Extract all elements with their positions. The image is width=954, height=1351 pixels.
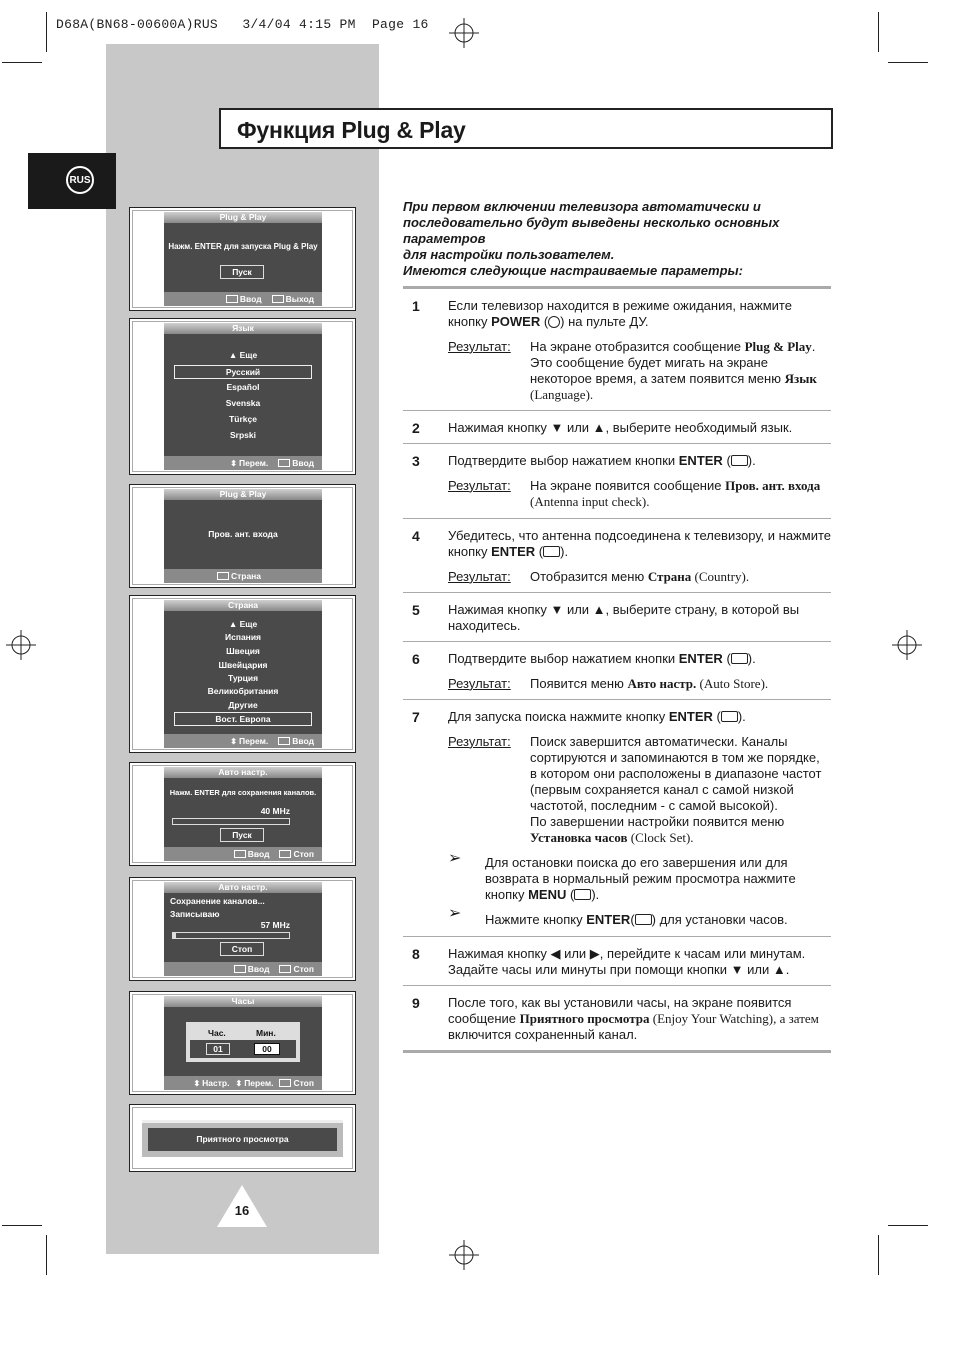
menu-icon: [279, 850, 291, 858]
result-text: [530, 734, 830, 846]
foot-enter: Ввод: [247, 964, 270, 974]
step-line: Нажимая кнопку ▼ или ▲, выберите страну, в которой вы: [448, 602, 800, 617]
osd-message: Нажм. ENTER для запуска Plug & Play: [168, 242, 318, 251]
foot-move: Перем.: [238, 736, 269, 746]
enter-icon: [226, 295, 238, 303]
osd-screen: [164, 323, 322, 470]
result-line: По завершении настройки появится меню: [530, 814, 785, 829]
foot-enter: Ввод: [247, 849, 270, 859]
screen-panel-clock: [129, 991, 356, 1095]
foot-stop: Стоп: [293, 964, 314, 974]
menu-name: Plug & Play: [744, 339, 812, 354]
text: Появится меню: [530, 676, 628, 691]
intro-line: При первом включении телевизора автоматически и: [403, 199, 761, 214]
progress-bar: [172, 818, 290, 825]
step-text: [448, 709, 831, 725]
step-8: [403, 946, 831, 982]
step-number: 1: [412, 298, 420, 314]
step-line: Если телевизор находится в режиме ожидания, нажмите: [448, 298, 792, 313]
text: (: [722, 453, 731, 468]
menu-item: Türkçe: [229, 414, 257, 424]
status-line: Сохранение каналов...: [170, 896, 265, 906]
result-label: Результат:: [448, 339, 511, 354]
screen-panel-auto-store: [129, 762, 356, 866]
foot-stop: Стоп: [293, 849, 314, 859]
osd-title: Язык: [164, 323, 322, 334]
note-line: Для остановки поиска до его завершения или для: [485, 855, 788, 870]
hour-label: Час.: [208, 1028, 226, 1038]
step-text: [448, 651, 831, 667]
foot-enter: Ввод: [292, 458, 314, 468]
text: ).: [747, 453, 756, 468]
step-3: [403, 453, 831, 513]
enter-key-icon: [721, 711, 738, 722]
foot-stop: Стоп: [293, 1078, 314, 1088]
text: ).: [591, 887, 600, 902]
text: кнопку: [485, 887, 529, 902]
menu-name: Авто настр.: [627, 676, 697, 691]
enter-icon: [234, 850, 246, 858]
menu-item: Español: [226, 382, 260, 392]
text: Для запуска поиска нажмите кнопку: [448, 709, 669, 724]
menu-item: Швейцария: [218, 660, 268, 670]
registration-mark-icon: [449, 18, 479, 48]
osd-footer: [164, 569, 322, 583]
osd-screen: [164, 996, 322, 1090]
step-text: [448, 602, 831, 634]
text: кнопку: [448, 544, 492, 559]
osd-footer: [164, 847, 322, 861]
result-label: Результат:: [448, 734, 511, 749]
step-4: [403, 528, 831, 588]
step-line: находитесь.: [448, 618, 521, 633]
key-name: ENTER: [668, 709, 713, 724]
foot-exit: Выход: [285, 294, 314, 304]
text: ).: [747, 651, 756, 666]
page-number: 16: [234, 1203, 250, 1218]
osd-footer: [164, 292, 322, 306]
result-text: [530, 569, 830, 585]
screen-panel-plug-play: [129, 207, 356, 311]
clock-box: [186, 1022, 300, 1062]
intro-line: Имеются следующие настраиваемые параметры:: [403, 263, 743, 278]
step-text: [448, 453, 831, 469]
step-7: [403, 709, 831, 935]
note-arrow-icon: ➢: [448, 850, 462, 867]
screen-panel-enjoy: [129, 1104, 356, 1172]
rule: [403, 592, 831, 593]
osd-screen: [164, 489, 322, 583]
text: кнопку: [448, 314, 492, 329]
text: сообщение: [448, 1011, 520, 1026]
text: ).: [737, 709, 746, 724]
rule: [403, 410, 831, 411]
osd-screen: [164, 600, 322, 748]
text: (: [712, 709, 721, 724]
osd-title: Часы: [164, 996, 322, 1007]
key-name: MENU: [528, 887, 567, 902]
result-label: Результат:: [448, 676, 511, 691]
osd-title: Авто настр.: [164, 882, 322, 893]
crop-mark: [888, 62, 928, 63]
menu-item: Турция: [227, 673, 259, 683]
step-number: 8: [412, 946, 420, 962]
step-line: После того, как вы установили часы, на экране появится: [448, 995, 792, 1010]
updown-arrow-icon: ⬍: [193, 1079, 201, 1088]
text: некоторое время, а затем появится меню: [530, 371, 785, 386]
minute-value: 00: [254, 1043, 280, 1055]
osd-title: Plug & Play: [164, 212, 322, 223]
step-line: включится сохраненный канал.: [448, 1027, 638, 1042]
step-9: [403, 995, 831, 1047]
text: Нажмите кнопку: [485, 912, 587, 927]
note-arrow-icon: ➢: [448, 905, 462, 922]
menu-name: Пров. ант. входа: [725, 478, 821, 493]
menu-item: Швеция: [226, 646, 260, 656]
result-line: [530, 830, 830, 846]
intro-text: [403, 199, 833, 279]
screen-panel-country: [129, 595, 356, 753]
step-number: 4: [412, 528, 420, 544]
result-line: (Antenna input check).: [530, 494, 650, 509]
key-name: ENTER: [678, 651, 723, 666]
text: (Clock Set).: [627, 830, 694, 845]
key-name: ENTER: [491, 544, 536, 559]
rule: [403, 518, 831, 519]
step-text: [448, 298, 831, 330]
text: Отобразится меню: [530, 569, 648, 584]
start-button: Пуск: [220, 828, 264, 842]
frequency-readout: 40 MHz: [260, 806, 290, 816]
step-number: 6: [412, 651, 420, 667]
text: (Auto Store).: [696, 676, 769, 691]
language-tab: [28, 153, 116, 209]
menu-key-icon: [574, 889, 591, 900]
result-line: [530, 371, 830, 387]
key-name: POWER: [491, 314, 541, 329]
enter-key-icon: [731, 455, 748, 466]
step-2: [403, 420, 831, 440]
osd-footer: [164, 456, 322, 470]
step-6: [403, 651, 831, 696]
stop-button: Стоп: [220, 942, 264, 956]
text: Подтвердите выбор нажатием кнопки: [448, 651, 679, 666]
result-line: сортируются и запоминаются в том же порядке,: [530, 750, 820, 765]
crop-mark: [2, 62, 42, 63]
key-name: ENTER: [586, 912, 631, 927]
osd-footer: [164, 734, 322, 748]
osd-title: Plug & Play: [164, 489, 322, 500]
step-line: [448, 1011, 831, 1027]
print-header: D68A(BN68-00600A)RUS 3/4/04 4:15 PM Page 16: [56, 17, 429, 32]
text: (: [630, 912, 635, 927]
crop-mark: [878, 12, 879, 52]
step-number: 3: [412, 453, 420, 469]
step-text: [448, 995, 831, 1043]
result-line: частотой, последним - с самой высокой).: [530, 798, 778, 813]
language-badge: RUS: [66, 166, 94, 194]
menu-icon: [279, 965, 291, 973]
text: На экране отобразится сообщение: [530, 339, 745, 354]
osd-screen: [164, 767, 322, 861]
menu-name: Язык: [784, 371, 817, 386]
text: На экране появится сообщение: [530, 478, 726, 493]
menu-item: Svenska: [225, 398, 261, 408]
note-line: возврата в нормальный режим просмотра нажмите: [485, 871, 796, 886]
step-number: 5: [412, 602, 420, 618]
rule-bottom: [403, 1050, 831, 1053]
step-line: [448, 544, 831, 560]
enter-icon: [217, 572, 229, 580]
text: .: [811, 339, 816, 354]
updown-arrow-icon: ⬍: [230, 459, 237, 468]
result-line: [530, 478, 830, 494]
key-name: ENTER: [678, 453, 723, 468]
text: (: [540, 314, 549, 329]
text: (: [722, 651, 731, 666]
menu-item: ▲ Еще: [228, 619, 258, 629]
text: (: [566, 887, 575, 902]
menu-icon: [272, 295, 284, 303]
minute-label: Мин.: [256, 1028, 276, 1038]
text: (Country).: [691, 569, 750, 584]
crop-mark: [46, 1235, 47, 1275]
osd-message: Нажм. ENTER для сохранения каналов.: [169, 788, 317, 797]
result-text: [530, 478, 830, 510]
rule: [403, 443, 831, 444]
frequency-readout: 57 MHz: [260, 920, 290, 930]
updown-arrow-icon: ⬍: [230, 737, 237, 746]
intro-line: для настройки пользователем.: [403, 247, 615, 262]
foot-country: Страна: [230, 571, 262, 581]
step-line: [448, 314, 831, 330]
osd-screen: [164, 882, 322, 976]
screen-panel-antenna: [129, 484, 356, 588]
text: (Enjoy Your Watching), а затем: [649, 1011, 819, 1026]
osd-footer: [164, 962, 322, 976]
crop-mark: [888, 1225, 928, 1226]
rule: [403, 936, 831, 937]
menu-item: Великобритания: [207, 686, 279, 696]
osd-screen: [164, 212, 322, 306]
menu-item: Srpski: [230, 430, 256, 440]
step-number: 2: [412, 420, 420, 436]
menu-name: Приятного просмотра: [519, 1011, 650, 1026]
text: Подтвердите выбор нажатием кнопки: [448, 453, 679, 468]
enter-key-icon: [543, 546, 560, 557]
result-line: Это сообщение будет мигать на экране: [530, 355, 768, 370]
hour-value: 01: [206, 1043, 230, 1055]
rule: [403, 699, 831, 700]
registration-mark-icon: [6, 630, 36, 660]
enter-icon: [234, 965, 246, 973]
menu-item-selected: Русский: [174, 365, 312, 379]
enter-icon: [278, 737, 290, 745]
osd-message: Приятного просмотра: [196, 1134, 289, 1144]
step-line: Убедитесь, что антенна подсоединена к телевизору, и нажмите: [448, 528, 831, 543]
step-1: [403, 298, 831, 408]
note-line: [485, 887, 815, 903]
text: ) на пульте ДУ.: [560, 314, 649, 329]
rule: [403, 985, 831, 986]
step-5: [403, 602, 831, 638]
result-line: [530, 339, 830, 355]
start-button: Пуск: [220, 265, 264, 279]
result-label: Результат:: [448, 478, 511, 493]
result-line: (Language).: [530, 387, 594, 402]
osd-title: Страна: [164, 600, 322, 611]
step-text: Нажимая кнопку ▼ или ▲, выберите необходимый язык.: [448, 420, 793, 435]
osd-message: Пров. ант. входа: [208, 529, 278, 539]
text: (: [535, 544, 544, 559]
result-line: Поиск завершится автоматически. Каналы: [530, 734, 788, 749]
rule: [403, 641, 831, 642]
step-number: 7: [412, 709, 420, 725]
text: ).: [560, 544, 569, 559]
step-line: Задайте часы или минуты при помощи кнопки ▼ или ▲.: [448, 962, 790, 977]
note-text: [485, 855, 815, 903]
menu-item-selected: Вост. Европа: [174, 712, 312, 726]
menu-icon: [279, 1079, 291, 1087]
crop-mark: [878, 1235, 879, 1275]
registration-mark-icon: [449, 1240, 479, 1270]
enter-key-icon: [731, 653, 748, 664]
page-title: Функция Plug & Play: [237, 117, 466, 143]
progress-bar: [172, 932, 290, 939]
result-line: в котором они расположены в диапазоне частот: [530, 766, 822, 781]
foot-enter: Ввод: [292, 736, 314, 746]
rule-top: [403, 286, 831, 289]
enter-key-icon: [635, 914, 652, 925]
result-text: [530, 676, 830, 692]
crop-mark: [46, 12, 47, 52]
osd-title: Авто настр.: [164, 767, 322, 778]
menu-item: Другие: [228, 700, 258, 710]
result-text: [530, 339, 830, 403]
foot-adjust: Настр.: [202, 1078, 230, 1088]
step-text: [448, 528, 831, 560]
foot-move: Перем.: [244, 1078, 274, 1088]
foot-enter: Ввод: [239, 294, 262, 304]
foot-move: Перем.: [238, 458, 269, 468]
crop-mark: [2, 1225, 42, 1226]
osd-message-box: [148, 1128, 337, 1151]
registration-mark-icon: [892, 630, 922, 660]
result-label: Результат:: [448, 569, 511, 584]
step-line: Нажимая кнопку ◀ или ▶, перейдите к часам или минутам.: [448, 946, 806, 961]
menu-name: Установка часов: [530, 830, 628, 845]
menu-item: ▲ Еще: [228, 350, 258, 360]
intro-line: последовательно будут выведены несколько основных параметров: [403, 215, 780, 246]
text: ) для установки часов.: [651, 912, 788, 927]
page-title-box: [219, 108, 833, 149]
updown-arrow-icon: ⬍: [235, 1079, 243, 1088]
power-icon: [548, 316, 560, 328]
menu-name: Страна: [647, 569, 692, 584]
result-line: (первым сохраняется канал с самой низкой: [530, 782, 794, 797]
enter-icon: [278, 459, 290, 467]
step-number: 9: [412, 995, 420, 1011]
screen-panel-language: [129, 318, 356, 475]
osd-footer: [164, 1076, 322, 1090]
screen-panel-auto-store-progress: [129, 877, 356, 981]
menu-item: Испания: [224, 632, 262, 642]
note-text: [485, 912, 815, 928]
status-line: Записываю: [170, 909, 220, 919]
step-text: [448, 946, 831, 978]
